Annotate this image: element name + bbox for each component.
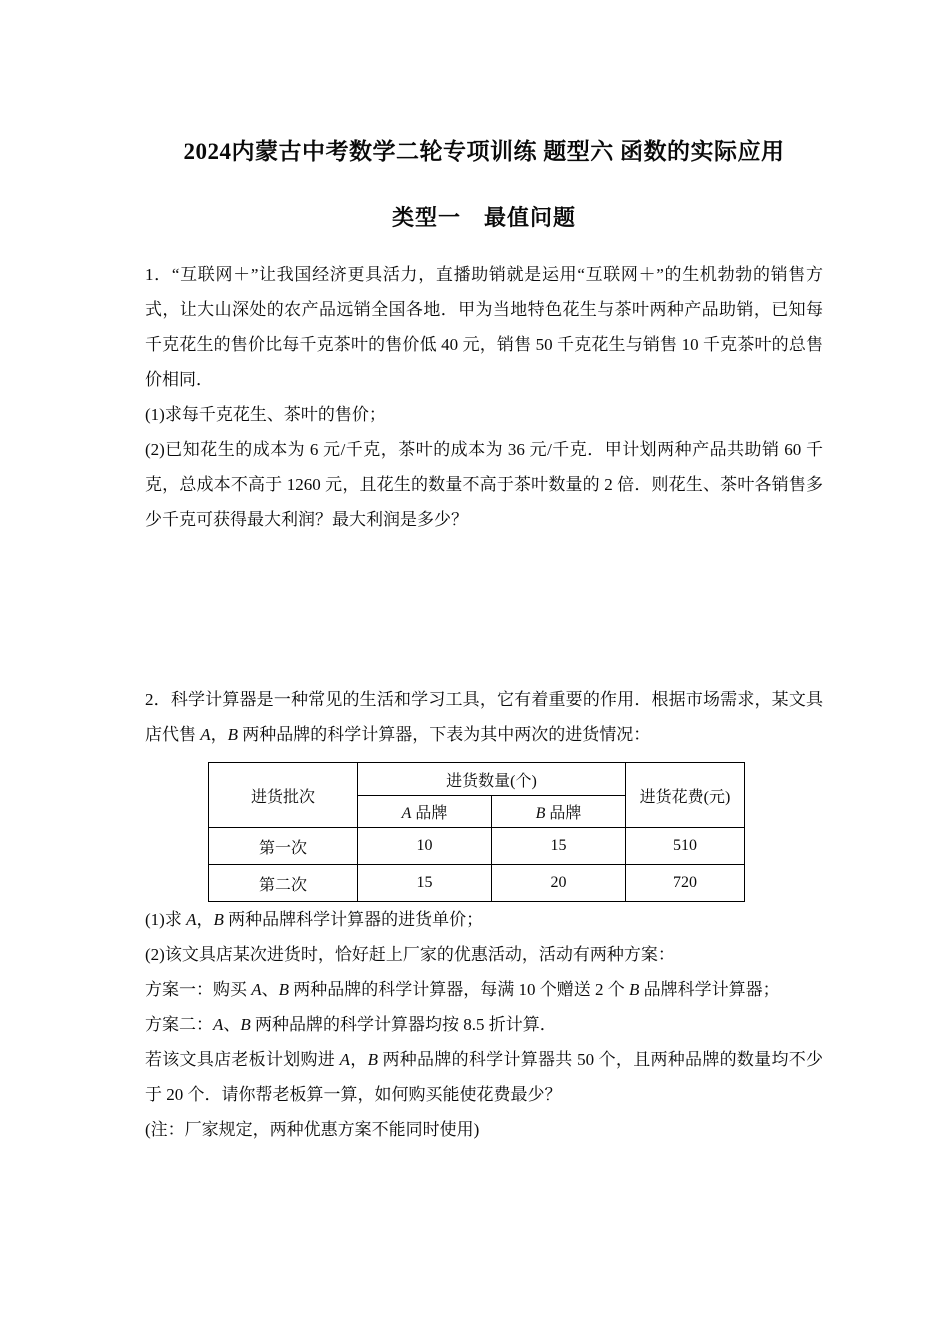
- problem-2-intro: 2．科学计算器是一种常见的生活和学习工具，它有着重要的作用．根据市场需求，某文具店代售 A，B 两种品牌的科学计算器，下表为其中两次的进货情况：: [145, 690, 823, 744]
- problem-2-plan-1: 方案一：购买 A、B 两种品牌的科学计算器，每满 10 个赠送 2 个 B 品牌科学计算器；: [145, 980, 780, 999]
- problem-2-part-1: (1)求 A，B 两种品牌科学计算器的进货单价；: [145, 910, 484, 929]
- page-content: [0, 136, 950, 1147]
- cell-qty-b: 20: [492, 865, 626, 902]
- table-row: [209, 828, 745, 865]
- problem-1-part-1: (1)求每千克花生、茶叶的售价；: [145, 405, 386, 424]
- header-cell-brand-a: A 品牌: [358, 796, 492, 828]
- table-row: [209, 865, 745, 902]
- header-cell-brand-b: B 品牌: [492, 796, 626, 828]
- problem-2-plan-2: 方案二：A、B 两种品牌的科学计算器均按 8.5 折计算．: [145, 1015, 557, 1034]
- purchase-table: [208, 762, 745, 902]
- cell-batch: 第一次: [209, 828, 358, 865]
- problem-1-part-2: (2)已知花生的成本为 6 元/千克，茶叶的成本为 36 元/千克．甲计划两种产品共助销 60 千克，总成本不高于 1260 元，且花生的数量不高于茶叶数量的 2 倍．则花生、茶叶各销售多少千克可获得最大利润？最大利润是多少？: [145, 440, 823, 529]
- problem-2-note: (注：厂家规定，两种优惠方案不能同时使用): [145, 1120, 480, 1139]
- header-cell-batch: 进货批次: [209, 763, 358, 828]
- cell-cost: 510: [626, 828, 745, 865]
- table-header-row: [209, 763, 745, 796]
- problem-1-intro: 1．“互联网＋”让我国经济更具活力，直播助销就是运用“互联网＋”的生机勃勃的销售方式，让大山深处的农产品远销全国各地．甲为当地特色花生与茶叶两种产品助销，已知每千克花生的售价比每千克茶叶的售价低 40 元，销售 50 千克花生与销售 10 千克茶叶的总售价相同．: [145, 265, 823, 389]
- document-title: 2024内蒙古中考数学二轮专项训练 题型六 函数的实际应用: [183, 139, 785, 164]
- cell-qty-a: 10: [358, 828, 492, 865]
- cell-qty-a: 15: [358, 865, 492, 902]
- cell-qty-b: 15: [492, 828, 626, 865]
- cell-batch: 第二次: [209, 865, 358, 902]
- answer-space: [145, 537, 823, 682]
- problem-2-part-2: (2)该文具店某次进货时，恰好赶上厂家的优惠活动，活动有两种方案：: [145, 945, 675, 964]
- cell-cost: 720: [626, 865, 745, 902]
- problem-2: [145, 682, 823, 1147]
- header-cell-quantity-group: 进货数量(个): [358, 763, 626, 796]
- problem-2-continuation: 若该文具店老板计划购进 A，B 两种品牌的科学计算器共 50 个，且两种品牌的数量均不少于 20 个．请你帮老板算一算，如何购买能使花费最少？: [145, 1050, 824, 1104]
- header-cell-cost: 进货花费(元): [626, 763, 745, 828]
- problem-1: [145, 257, 823, 682]
- section-heading: 类型一 最值问题: [391, 205, 576, 230]
